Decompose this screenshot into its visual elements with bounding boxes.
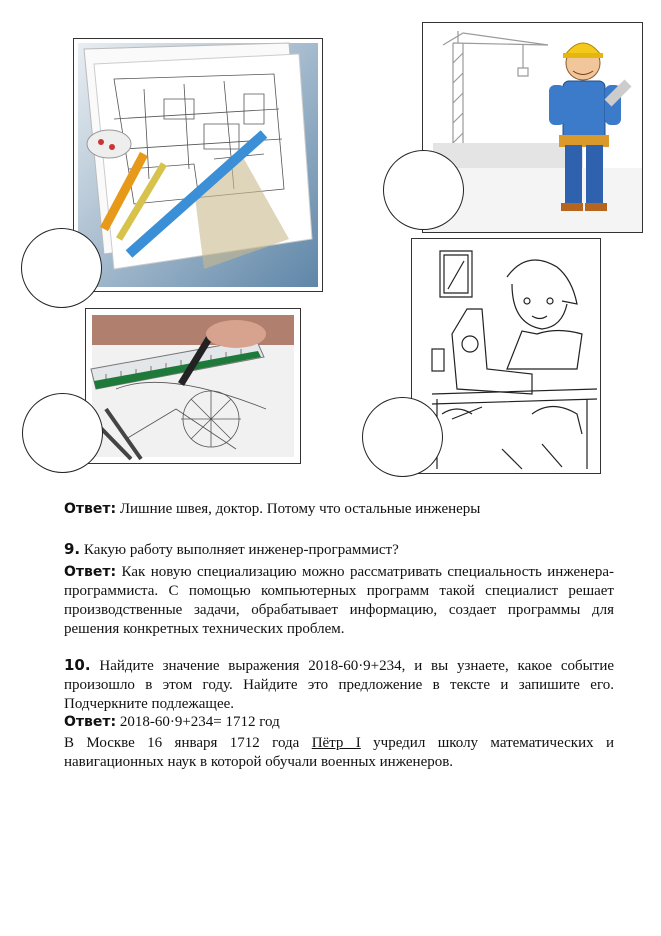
answer-9-text: Как новую специализацию можно рассматривать специальность инженера-программиста. С помощью компьютерных программ такой специалист решает производственные задачи, обрабатывает информацию, создает программы для решения конкретных технических проблем. [64,564,614,637]
answer-circle-1[interactable] [21,228,102,308]
answer-label: Ответ: [64,501,117,517]
answer-9 [64,563,614,639]
drawing-compass-ruler-image [85,308,301,464]
answer-10-sentence [64,734,614,772]
answer-10-text: 2018-60·9+234= 1712 год [119,714,280,730]
answer-circle-3[interactable] [22,393,103,473]
question-9 [64,540,614,560]
blueprints-pencils-image [73,38,323,292]
answer-label: Ответ: [64,564,117,580]
sentence-subject: Пётр I [311,735,361,751]
question-10-number: 10. [64,656,91,674]
answer-label: Ответ: [64,714,117,730]
answer-circle-2[interactable] [383,150,464,230]
question-9-text: Какую работу выполняет инженер-программист? [83,542,399,558]
answer-1-line [64,500,614,519]
answer-10 [64,713,614,732]
answer-circle-4[interactable] [362,397,443,477]
question-10-text: Найдите значение выражения 2018-60·9+234, и вы узнаете, какое событие произошло в этом году. Найдите это предложение в тексте и запишите его. Подчеркните подлежащее. [64,658,615,712]
question-9-number: 9. [64,540,81,558]
question-10 [64,656,614,714]
sentence-before: В Москве 16 января 1712 года [64,735,312,751]
sentence-after: учредил школу математических и навигационных наук в которой обучали военных инженеров. [64,735,614,770]
answer-1-text: Лишние швея, доктор. Потому что остальные инженеры [119,501,481,517]
